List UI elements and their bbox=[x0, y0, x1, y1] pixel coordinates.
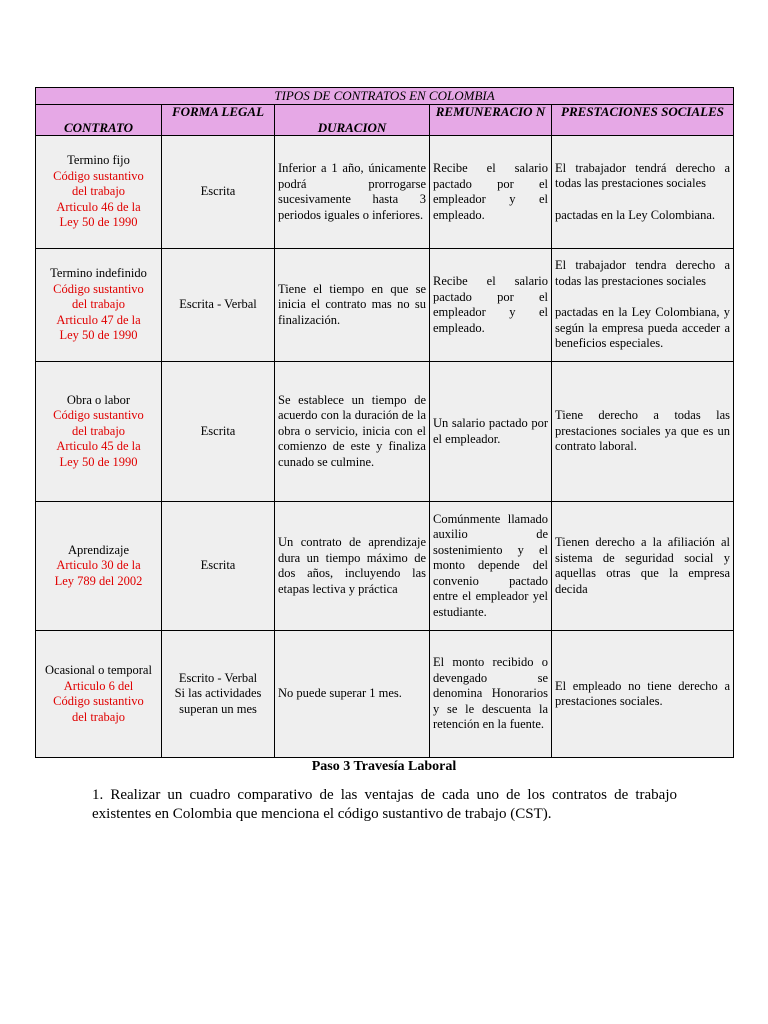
contrato-reference: Ley 50 de 1990 bbox=[59, 328, 138, 343]
table-title: TIPOS DE CONTRATOS EN COLOMBIA bbox=[36, 88, 734, 105]
remuneracion-cell: Un salario pactado por el empleador. bbox=[430, 362, 552, 502]
contrato-reference: Código sustantivo bbox=[53, 694, 144, 708]
forma-legal-cell bbox=[162, 631, 275, 758]
contrato-name: Termino fijo bbox=[67, 153, 130, 168]
duracion-cell: Se establece un tiempo de acuerdo con la duración de la obra o servicio, inicia con el comienzo de este y finaliza cunado se culmine. bbox=[275, 362, 430, 502]
forma-legal-text: Escrita bbox=[200, 558, 236, 573]
contrato-reference: Articulo 47 de la bbox=[56, 312, 141, 327]
prestaciones-text: El trabajador tendra derecho a todas las prestaciones sociales bbox=[555, 258, 731, 288]
header-remuneracion: REMUNERACIO N bbox=[430, 105, 552, 136]
contrato-reference: Articulo 30 de la bbox=[56, 558, 141, 573]
header-forma-legal: FORMA LEGAL bbox=[162, 105, 275, 136]
table-row bbox=[36, 362, 734, 502]
forma-legal-text: Si las actividades bbox=[174, 686, 262, 701]
contrato-cell bbox=[36, 362, 162, 502]
contrato-reference: Código sustantivo bbox=[53, 281, 144, 296]
contrato-reference: Código sustantivo bbox=[53, 168, 144, 183]
prestaciones-text: pactadas en la Ley Colombiana. bbox=[555, 207, 716, 222]
contrato-cell bbox=[36, 631, 162, 758]
remuneracion-cell: Recibe el salario pactado por el empleador y el empleado. bbox=[430, 249, 552, 362]
contrato-cell bbox=[36, 502, 162, 631]
forma-legal-text: superan un mes bbox=[179, 701, 257, 716]
contrato-name: Obra o labor bbox=[66, 392, 131, 407]
contrato-reference: del trabajo bbox=[71, 184, 126, 199]
prestaciones-cell bbox=[552, 136, 734, 249]
header-contrato: CONTRATO bbox=[36, 105, 162, 136]
contrato-reference: Código sustantivo bbox=[53, 408, 144, 423]
forma-legal-text: Escrita bbox=[200, 423, 236, 438]
contrato-cell bbox=[36, 136, 162, 249]
section-title: Paso 3 Travesía Laboral bbox=[311, 759, 457, 774]
header-duracion: DURACION bbox=[275, 105, 430, 136]
forma-legal-cell bbox=[162, 502, 275, 631]
remuneracion-cell: Recibe el salario pactado por el empleador y el empleado. bbox=[430, 136, 552, 249]
prestaciones-text: El empleado no tiene derecho a prestaciones sociales. bbox=[555, 678, 731, 708]
contrato-reference: del trabajo bbox=[71, 709, 126, 724]
contracts-table bbox=[35, 87, 734, 758]
forma-legal-cell bbox=[162, 136, 275, 249]
contrato-reference: del trabajo bbox=[71, 423, 126, 438]
contrato-reference: del trabajo bbox=[71, 297, 126, 312]
contrato-name: Termino indefinido bbox=[50, 266, 147, 281]
contrato-reference: Ley 50 de 1990 bbox=[59, 454, 138, 469]
table-row bbox=[36, 249, 734, 362]
prestaciones-cell bbox=[552, 502, 734, 631]
table-row bbox=[36, 631, 734, 758]
forma-legal-text: Escrita bbox=[200, 184, 236, 199]
prestaciones-cell bbox=[552, 362, 734, 502]
contrato-name: Ocasional o temporal bbox=[45, 663, 152, 677]
contrato-reference: Articulo 45 de la bbox=[56, 439, 141, 454]
prestaciones-cell bbox=[552, 631, 734, 758]
contrato-reference: Ley 50 de 1990 bbox=[59, 215, 138, 230]
duracion-cell: Un contrato de aprendizaje dura un tiempo máximo de dos años, incluyendo las etapas lectiva y práctica bbox=[275, 502, 430, 631]
forma-legal-text: Escrito - Verbal bbox=[178, 670, 258, 685]
contrato-reference: Articulo 6 del bbox=[63, 678, 134, 693]
remuneracion-cell: Comúnmente llamado auxilio de sostenimiento y el monto depende del convenio pactado entre el empleador yel estudiante. bbox=[430, 502, 552, 631]
prestaciones-text: pactadas en la Ley Colombiana, y según la empresa pueda acceder a beneficios especiales. bbox=[555, 305, 731, 351]
prestaciones-text: El trabajador tendrá derecho a todas las prestaciones sociales bbox=[555, 160, 731, 191]
header-prestaciones: PRESTACIONES SOCIALES bbox=[552, 105, 734, 136]
prestaciones-cell bbox=[552, 249, 734, 362]
duracion-cell: Tiene el tiempo en que se inicia el contrato mas no su finalización. bbox=[275, 249, 430, 362]
prestaciones-text: Tiene derecho a todas las prestaciones sociales ya que es un contrato laboral. bbox=[555, 408, 731, 454]
contrato-reference: Ley 789 del 2002 bbox=[54, 573, 143, 588]
contrato-cell bbox=[36, 249, 162, 362]
duracion-cell: No puede superar 1 mes. bbox=[275, 631, 430, 758]
prestaciones-text: Tienen derecho a la afiliación al sistema de seguridad social y aquellas otras que la empresa decida bbox=[555, 535, 731, 596]
contrato-reference: Articulo 46 de la bbox=[56, 199, 141, 214]
forma-legal-text: Escrita - Verbal bbox=[179, 297, 257, 312]
forma-legal-cell bbox=[162, 249, 275, 362]
instruction-text: 1. Realizar un cuadro comparativo de las ventajas de cada uno de los contratos de trabajo existentes en Colombia que menciona el código sustantivo de trabajo (CST). bbox=[92, 787, 677, 822]
duracion-cell: Inferior a 1 año, únicamente podrá prorrogarse sucesivamente hasta 3 periodos iguales o inferiores. bbox=[275, 136, 430, 249]
table-row bbox=[36, 502, 734, 631]
remuneracion-cell: El monto recibido o devengado se denomina Honorarios y se le descuenta la retención en la fuente. bbox=[430, 631, 552, 758]
table-row bbox=[36, 136, 734, 249]
contrato-name: Aprendizaje bbox=[67, 542, 130, 557]
forma-legal-cell bbox=[162, 362, 275, 502]
